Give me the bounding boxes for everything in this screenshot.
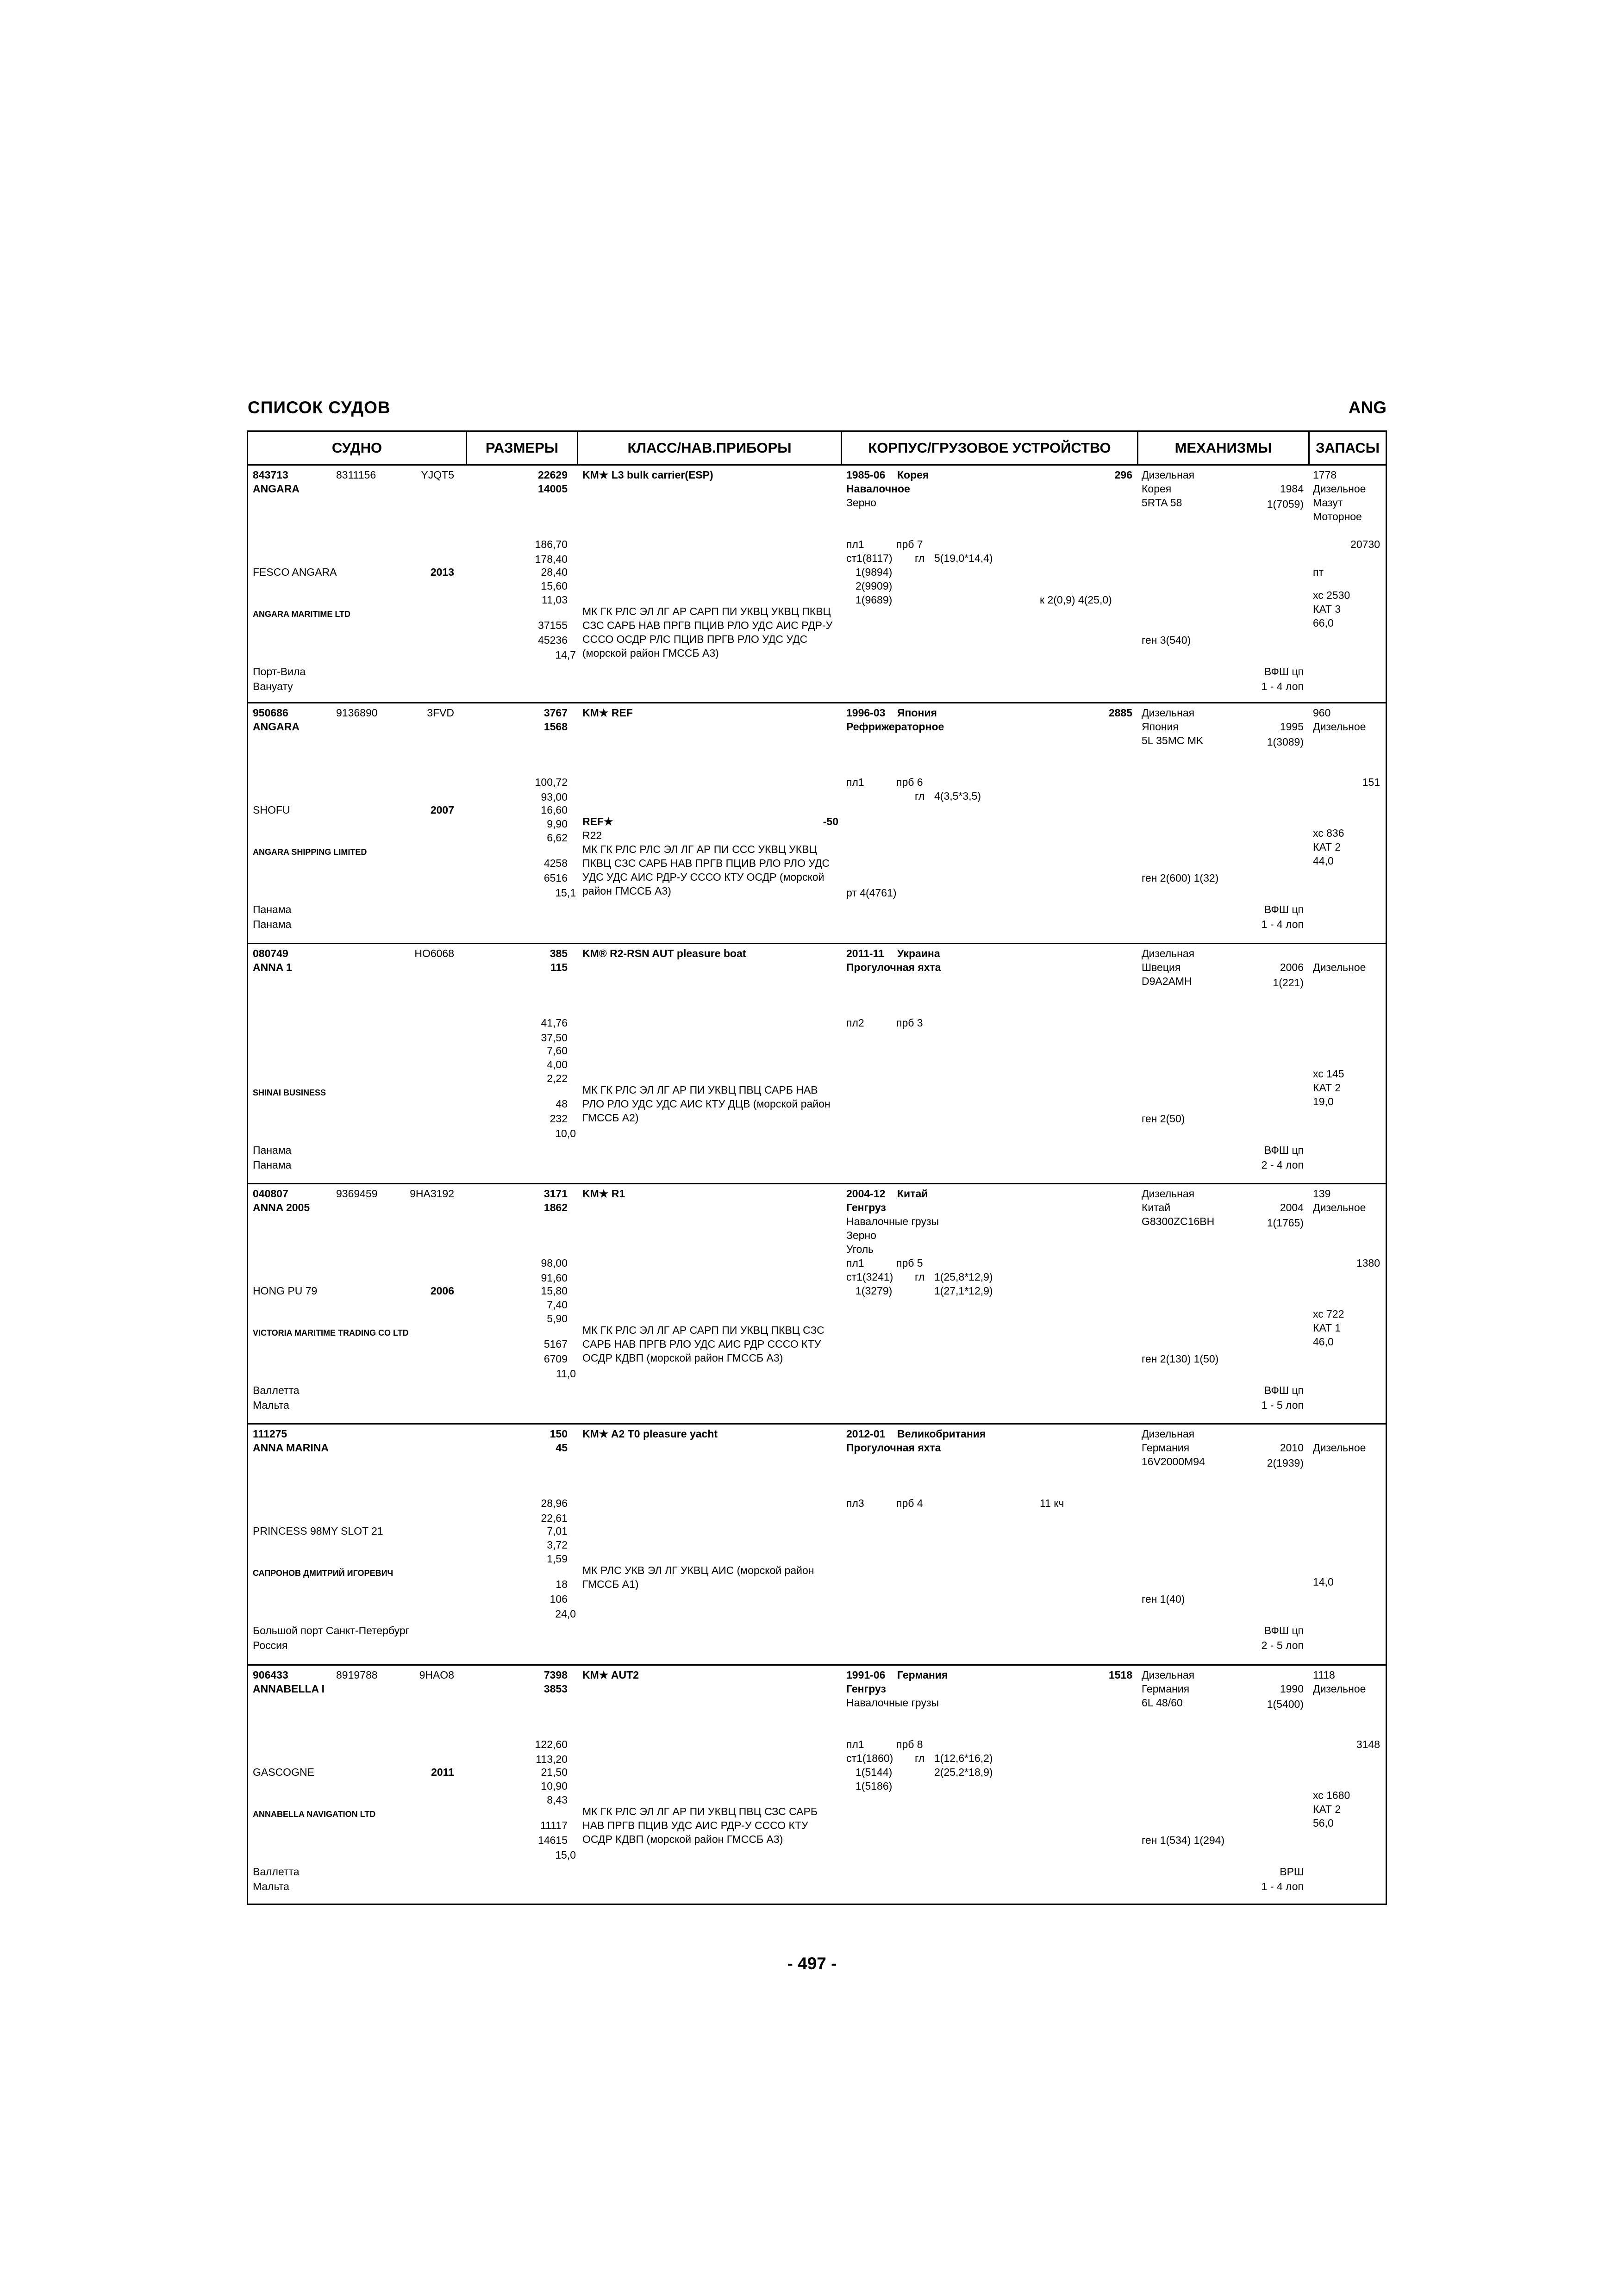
- engine-country: Швеция: [1142, 961, 1181, 973]
- gross-tonnage: 150: [550, 1428, 568, 1440]
- former-name-year: 2011: [431, 1766, 454, 1778]
- ship-name: ANNA 1: [253, 961, 292, 973]
- column-header-vessel: СУДНО: [331, 440, 382, 456]
- bulkheads: прб 4: [896, 1497, 923, 1509]
- bulkheads: прб 5: [896, 1257, 923, 1269]
- storage-volume: 19,0: [1313, 1095, 1334, 1108]
- net-tonnage: 45: [556, 1442, 568, 1454]
- displacement: 14615: [538, 1834, 568, 1846]
- call-sign: 9HA3192: [410, 1188, 454, 1200]
- fuel-type: 139: [1313, 1188, 1331, 1200]
- engine-country: Китай: [1142, 1201, 1171, 1213]
- storage-volume: 14,0: [1313, 1576, 1334, 1588]
- length-overall: 100,72: [535, 776, 568, 788]
- build-country: Украина: [897, 947, 940, 959]
- ship-type: Прогулочная яхта: [846, 961, 941, 973]
- depth: 15,60: [541, 580, 568, 592]
- former-name: HONG PU 79: [253, 1285, 318, 1297]
- net-tonnage: 1862: [543, 1201, 568, 1213]
- build-date: 1985-06: [846, 469, 886, 481]
- engine-type: Дизельная: [1142, 707, 1195, 719]
- engine-model: 6L 48/60: [1142, 1697, 1183, 1709]
- breadth: 7,60: [547, 1045, 568, 1057]
- cold-storage: хс 722: [1313, 1308, 1344, 1320]
- call-sign: YJQT5: [421, 469, 454, 481]
- deck-count: пл1: [846, 1738, 864, 1750]
- refrigerated-holds: рт 4(4761): [846, 887, 897, 899]
- engine-year: 2010: [1280, 1442, 1304, 1454]
- class-notation: KM★ REF: [582, 707, 633, 719]
- depth: 9,90: [547, 818, 568, 830]
- former-name-year: 2013: [430, 566, 454, 578]
- build-date: 2004-12: [846, 1188, 886, 1200]
- class-notation: KM★ R1: [582, 1188, 625, 1200]
- imo-number: 9369459: [336, 1188, 378, 1200]
- build-date: 2012-01: [846, 1428, 886, 1440]
- navigation-equipment: МК ГК РЛС ЭЛ ЛГ АР САРП ПИ УКВЦ ПКВЦ СЗС САРБ НАВ ПРГВ РЛО УДС АИС РДР СССО КТУ ОСДР КДВП (морской район ГМССБ А3): [582, 1324, 824, 1364]
- hatches-label: гл: [915, 1752, 925, 1764]
- propeller-type: ВФШ цп: [1264, 666, 1304, 678]
- engine-type: Дизельная: [1142, 1188, 1195, 1200]
- page-title: СПИСОК СУДОВ: [248, 398, 391, 417]
- displacement: 6709: [543, 1353, 568, 1365]
- shipowner: ANGARA SHIPPING LIMITED: [253, 847, 367, 857]
- flag-state: Панама: [253, 918, 292, 930]
- call-sign: HO6068: [414, 947, 454, 959]
- shipowner: SHINAI BUSINESS: [253, 1088, 326, 1097]
- storage-volume: 66,0: [1313, 617, 1334, 629]
- propeller-type: ВРШ: [1280, 1866, 1304, 1878]
- speed: 10,0: [555, 1127, 576, 1139]
- storage-volume: 46,0: [1313, 1336, 1334, 1348]
- deck-count: пл1: [846, 776, 864, 788]
- propeller-type: ВФШ цп: [1264, 1624, 1304, 1636]
- build-country: Китай: [897, 1188, 928, 1200]
- build-date: 1996-03: [846, 707, 886, 719]
- propeller-type: ВФШ цп: [1264, 903, 1304, 915]
- storage-category: КАТ 2: [1313, 841, 1341, 853]
- hold-capacity: 1(5186): [856, 1780, 893, 1792]
- engine-model: 16V2000M94: [1142, 1456, 1205, 1468]
- class-notation: KM★ A2 T0 pleasure yacht: [582, 1428, 718, 1440]
- former-name: PRINCESS 98MY SLOT 21: [253, 1525, 383, 1537]
- net-tonnage: 115: [550, 961, 568, 973]
- length-overall: 41,76: [541, 1017, 568, 1029]
- port-of-registry: Валлетта: [253, 1866, 300, 1878]
- ship-name: ANNA 2005: [253, 1201, 310, 1213]
- fuel-capacity: 151: [1362, 776, 1380, 788]
- deck-count: пл1: [846, 1257, 864, 1269]
- propeller-blades: 1 - 5 лоп: [1261, 1399, 1304, 1411]
- length-bp: 178,40: [535, 553, 568, 565]
- hatches-label: гл: [915, 552, 925, 564]
- engine-power: 1(3089): [1267, 736, 1304, 748]
- call-sign: 3FVD: [427, 707, 454, 719]
- gross-tonnage: 7398: [543, 1669, 568, 1681]
- refrigerant: R22: [582, 829, 602, 841]
- deck-count: пл3: [846, 1497, 864, 1509]
- hold-capacity: 2(9909): [856, 580, 893, 592]
- propeller-blades: 1 - 4 лоп: [1261, 1880, 1304, 1892]
- hatch-size: 2(25,2*18,9): [934, 1766, 993, 1778]
- hatch-size: 1(27,1*12,9): [934, 1285, 993, 1297]
- draught: 1,59: [547, 1553, 568, 1565]
- ship-register-table: [247, 430, 1387, 1905]
- ship-type: Прогулочная яхта: [846, 1442, 941, 1454]
- depth: 3,72: [547, 1539, 568, 1551]
- register-number: 080749: [253, 947, 288, 959]
- speed: 15,0: [555, 1849, 576, 1861]
- fuel-type: Дизельное: [1313, 1201, 1366, 1213]
- fuel-type: Мазут: [1313, 497, 1343, 509]
- navigation-equipment: МК ГК РЛС ЭЛ ЛГ АР ПИ УКВЦ ПВЦ САРБ НАВ РЛО РЛО УДС УДС АИС КТУ ДЦВ (морской район ГМССБ А2): [582, 1084, 831, 1124]
- former-name-year: 2007: [430, 804, 454, 816]
- generators: ген 1(534) 1(294): [1142, 1834, 1225, 1846]
- shipowner: VICTORIA MARITIME TRADING CO LTD: [253, 1328, 409, 1338]
- generators: ген 2(600) 1(32): [1142, 872, 1219, 884]
- draught: 8,43: [547, 1794, 568, 1806]
- yard-number: 296: [1114, 469, 1132, 481]
- generators: ген 2(130) 1(50): [1142, 1353, 1219, 1365]
- hull-speed: 11 кч: [1040, 1497, 1064, 1509]
- hatches-label: гл: [915, 1271, 925, 1283]
- yard-number: 1518: [1108, 1669, 1132, 1681]
- register-number: 950686: [253, 707, 288, 719]
- hold-capacity: 1(9689): [856, 594, 893, 606]
- engine-year: 2006: [1280, 961, 1304, 973]
- engine-model: D9A2AMH: [1142, 975, 1192, 987]
- engine-type: Дизельная: [1142, 469, 1195, 481]
- storage-category: КАТ 2: [1313, 1803, 1341, 1815]
- propeller-blades: 1 - 4 лоп: [1261, 680, 1304, 692]
- storage-category: КАТ 3: [1313, 603, 1341, 615]
- cargo-type: Зерно: [846, 497, 876, 509]
- hold-capacity: 1(5144): [856, 1766, 893, 1778]
- length-overall: 186,70: [535, 538, 568, 550]
- fuel-type: 1118: [1313, 1669, 1335, 1681]
- deadweight: 48: [556, 1098, 568, 1110]
- engine-power: 1(1765): [1267, 1217, 1304, 1229]
- navigation-equipment: МК ГК РЛС РЛС ЭЛ ЛГ АР ПИ ССС УКВЦ УКВЦ ПКВЦ СЗС САРБ НАВ ПРГВ ПЦИВ РЛО РЛО УДС УДС УДС АИС РДР-У СССО КТУ ОСДР (морской район ГМССБ А3): [582, 843, 830, 897]
- propeller-blades: 2 - 5 лоп: [1261, 1639, 1304, 1651]
- length-overall: 122,60: [535, 1738, 568, 1750]
- depth: 10,90: [541, 1780, 568, 1792]
- flag-state: Мальта: [253, 1399, 289, 1411]
- storage-category: КАТ 2: [1313, 1082, 1341, 1094]
- breadth: 16,60: [541, 804, 568, 816]
- column-header-machinery: МЕХАНИЗМЫ: [1174, 440, 1272, 456]
- engine-type: Дизельная: [1142, 947, 1195, 959]
- flag-state: Вануату: [253, 680, 293, 692]
- engine-power: 1(5400): [1267, 1698, 1304, 1710]
- ship-name: ANNABELLA I: [253, 1683, 325, 1695]
- refrigeration-class: REF★: [582, 815, 613, 828]
- hatches-label: гл: [915, 790, 925, 802]
- deadweight: 37155: [538, 619, 568, 631]
- speed: 14,7: [555, 649, 576, 661]
- bulkheads: прб 6: [896, 776, 923, 788]
- engine-year: 1995: [1280, 721, 1304, 733]
- engine-country: Германия: [1142, 1683, 1190, 1695]
- cargo-type: Навалочные грузы: [846, 1697, 939, 1709]
- fuel-type: Дизельное: [1313, 483, 1366, 495]
- deadweight: 4258: [543, 857, 568, 869]
- fuel-unit: пт: [1313, 566, 1324, 578]
- shipowner: САПРОНОВ ДМИТРИЙ ИГОРЕВИЧ: [253, 1568, 394, 1578]
- draught: 2,22: [547, 1072, 568, 1084]
- engine-country: Корея: [1142, 483, 1172, 495]
- cargo-type: Зерно: [846, 1229, 876, 1241]
- storage-volume: 56,0: [1313, 1817, 1334, 1829]
- fuel-type: Дизельное: [1313, 721, 1366, 733]
- call-sign: 9HAO8: [419, 1669, 454, 1681]
- yard-number: 2885: [1108, 707, 1132, 719]
- deck-count: пл1: [846, 538, 864, 550]
- fuel-capacity: 3148: [1356, 1738, 1380, 1750]
- storage-volume: 44,0: [1313, 855, 1334, 867]
- net-tonnage: 14005: [538, 483, 568, 495]
- displacement: 232: [550, 1113, 568, 1125]
- flag-state: Россия: [253, 1639, 288, 1651]
- hatch-size: 4(3,5*3,5): [934, 790, 981, 802]
- engine-year: 1990: [1280, 1683, 1304, 1695]
- length-bp: 113,20: [536, 1753, 568, 1765]
- fuel-type: Дизельное: [1313, 1442, 1366, 1454]
- breadth: 21,50: [541, 1766, 568, 1778]
- generators: ген 1(40): [1142, 1593, 1185, 1605]
- imo-number: 9136890: [336, 707, 378, 719]
- register-number: 040807: [253, 1188, 288, 1200]
- draught: 5,90: [547, 1313, 568, 1325]
- port-of-registry: Панама: [253, 1144, 292, 1156]
- engine-model: 5RTA 58: [1142, 497, 1182, 509]
- bulkheads: прб 8: [896, 1738, 923, 1750]
- port-of-registry: Валлетта: [253, 1384, 300, 1396]
- navigation-equipment: МК ГК РЛС ЭЛ ЛГ АР САРП ПИ УКВЦ УКВЦ ПКВЦ СЗС САРБ НАВ ПРГВ ПЦИВ РЛО УДС АИС РДР-У СССО ОСДР РЛС ПЦИВ ПРГВ РЛО УДС УДС (морской район ГМССБ А3): [582, 605, 833, 659]
- flag-state: Мальта: [253, 1880, 289, 1892]
- build-date: 1991-06: [846, 1669, 886, 1681]
- generators: ген 2(50): [1142, 1113, 1185, 1125]
- column-header-dimensions: РАЗМЕРЫ: [485, 440, 559, 456]
- shipowner: ANNABELLA NAVIGATION LTD: [253, 1810, 376, 1819]
- hold-capacity: 1(9894): [856, 566, 893, 578]
- build-country: Великобритания: [897, 1428, 986, 1440]
- engine-year: 2004: [1280, 1201, 1304, 1213]
- page-index-code: ANG: [1348, 398, 1387, 417]
- build-country: Корея: [897, 469, 929, 481]
- ship-type: Рефрижераторное: [846, 721, 944, 733]
- displacement: 106: [550, 1593, 568, 1605]
- net-tonnage: 1568: [543, 721, 568, 733]
- ship-name: ANNA MARINA: [253, 1442, 329, 1454]
- gross-tonnage: 22629: [538, 469, 568, 481]
- navigation-equipment: МК РЛС УКВ ЭЛ ЛГ УКВЦ АИС (морской район ГМССБ А1): [582, 1564, 814, 1590]
- bulkheads: прб 3: [896, 1017, 923, 1029]
- port-of-registry: Панама: [253, 903, 292, 915]
- fuel-type: Моторное: [1313, 510, 1362, 523]
- page-number: - 497 -: [787, 1954, 837, 1973]
- former-name: GASCOGNE: [253, 1766, 314, 1778]
- register-number: 843713: [253, 469, 288, 481]
- engine-power: 2(1939): [1267, 1457, 1304, 1469]
- propeller-blades: 1 - 4 лоп: [1261, 918, 1304, 930]
- build-country: Япония: [897, 707, 937, 719]
- former-name: SHOFU: [253, 804, 290, 816]
- cargo-cranes: к 2(0,9) 4(25,0): [1040, 594, 1112, 606]
- refrigeration-temperature: -50: [823, 815, 838, 828]
- register-number: 906433: [253, 1669, 288, 1681]
- deck-count: пл2: [846, 1017, 864, 1029]
- engine-power: 1(221): [1273, 977, 1304, 989]
- former-name: FESCO ANGARA: [253, 566, 337, 578]
- gross-tonnage: 385: [550, 947, 568, 959]
- draught: 6,62: [547, 832, 568, 844]
- net-tonnage: 3853: [543, 1683, 568, 1695]
- breadth: 15,80: [541, 1285, 568, 1297]
- flag-state: Панама: [253, 1159, 292, 1171]
- cold-storage: хс 145: [1313, 1068, 1344, 1080]
- class-notation: KM★ L3 bulk carrier(ESP): [582, 469, 713, 481]
- propeller-type: ВФШ цп: [1264, 1144, 1304, 1156]
- fuel-type: Дизельное: [1313, 961, 1366, 973]
- gross-tonnage: 3171: [543, 1188, 568, 1200]
- deadweight: 18: [556, 1578, 568, 1590]
- engine-model: 5L 35MC MK: [1142, 734, 1204, 747]
- fuel-type: 1778: [1313, 469, 1337, 481]
- length-bp: 93,00: [541, 791, 568, 803]
- engine-model: G8300ZC16BH: [1142, 1215, 1215, 1227]
- deadweight: 5167: [543, 1338, 568, 1350]
- generators: ген 3(540): [1142, 634, 1191, 646]
- ship-name: ANGARA: [253, 721, 300, 733]
- draught: 11,03: [542, 594, 568, 606]
- depth: 7,40: [547, 1299, 568, 1311]
- length-bp: 91,60: [541, 1272, 568, 1284]
- speed: 11,0: [556, 1368, 576, 1380]
- ship-name: ANGARA: [253, 483, 300, 495]
- hatch-size: 1(12,6*16,2): [934, 1752, 993, 1764]
- engine-year: 1984: [1280, 483, 1304, 495]
- fuel-type: 960: [1313, 707, 1331, 719]
- build-country: Германия: [897, 1669, 948, 1681]
- hatch-size: 5(19,0*14,4): [934, 552, 993, 564]
- engine-power: 1(7059): [1267, 498, 1304, 510]
- hold-capacity: 1(3279): [856, 1285, 893, 1297]
- imo-number: 8311156: [336, 469, 376, 481]
- class-notation: KM★ AUT2: [582, 1669, 639, 1681]
- cargo-tank: ст1(8117): [846, 552, 893, 564]
- length-overall: 98,00: [541, 1257, 568, 1269]
- shipowner: ANGARA MARITIME LTD: [253, 610, 350, 619]
- build-date: 2011-11: [846, 947, 884, 959]
- propeller-blades: 2 - 4 лоп: [1261, 1159, 1304, 1171]
- cold-storage: хс 1680: [1313, 1789, 1350, 1801]
- displacement: 6516: [543, 872, 568, 884]
- depth: 4,00: [547, 1058, 568, 1070]
- propeller-type: ВФШ цп: [1264, 1384, 1304, 1396]
- breadth: 7,01: [547, 1525, 568, 1537]
- length-overall: 28,96: [541, 1497, 568, 1509]
- engine-type: Дизельная: [1142, 1428, 1195, 1440]
- ship-type: Навалочное: [846, 483, 910, 495]
- cold-storage: хс 2530: [1313, 589, 1350, 601]
- column-header-supplies: ЗАПАСЫ: [1315, 440, 1380, 456]
- displacement: 45236: [538, 634, 568, 646]
- engine-country: Германия: [1142, 1442, 1190, 1454]
- imo-number: 8919788: [336, 1669, 378, 1681]
- register-number: 111275: [253, 1428, 287, 1440]
- breadth: 28,40: [541, 566, 568, 578]
- navigation-equipment: МК ГК РЛС ЭЛ ЛГ АР ПИ УКВЦ ПВЦ СЗС САРБ НАВ ПРГВ ПЦИВ УДС АИС РДР-У СССО КТУ ОСДР КДВП (морской район ГМССБ А3): [582, 1805, 818, 1845]
- port-of-registry: Порт-Вила: [253, 666, 306, 678]
- speed: 24,0: [555, 1608, 576, 1620]
- class-notation: KM® R2-RSN AUT pleasure boat: [582, 947, 746, 959]
- cargo-tank: ст1(3241): [846, 1271, 893, 1283]
- bulkheads: прб 7: [896, 538, 923, 550]
- port-of-registry: Большой порт Санкт-Петербург: [253, 1624, 410, 1636]
- length-bp: 22,61: [541, 1512, 568, 1524]
- fuel-capacity: 20730: [1350, 538, 1380, 550]
- former-name-year: 2006: [430, 1285, 454, 1297]
- cargo-type: Уголь: [846, 1243, 874, 1255]
- hatch-size: 1(25,8*12,9): [934, 1271, 993, 1283]
- column-header-hull: КОРПУС/ГРУЗОВОЕ УСТРОЙСТВО: [868, 440, 1111, 456]
- fuel-type: Дизельное: [1313, 1683, 1366, 1695]
- cargo-type: Навалочные грузы: [846, 1215, 939, 1227]
- deadweight: 11117: [540, 1819, 568, 1831]
- ship-type: Генгруз: [846, 1201, 886, 1213]
- gross-tonnage: 3767: [543, 707, 568, 719]
- engine-type: Дизельная: [1142, 1669, 1195, 1681]
- ship-type: Генгруз: [846, 1683, 886, 1695]
- cargo-tank: ст1(1860): [846, 1752, 893, 1764]
- engine-country: Япония: [1142, 721, 1179, 733]
- cold-storage: хс 836: [1313, 827, 1344, 839]
- length-bp: 37,50: [541, 1032, 568, 1044]
- column-header-class: КЛАСС/НАВ.ПРИБОРЫ: [627, 440, 792, 456]
- speed: 15,1: [555, 887, 576, 899]
- fuel-capacity: 1380: [1356, 1257, 1380, 1269]
- storage-category: КАТ 1: [1313, 1322, 1341, 1334]
